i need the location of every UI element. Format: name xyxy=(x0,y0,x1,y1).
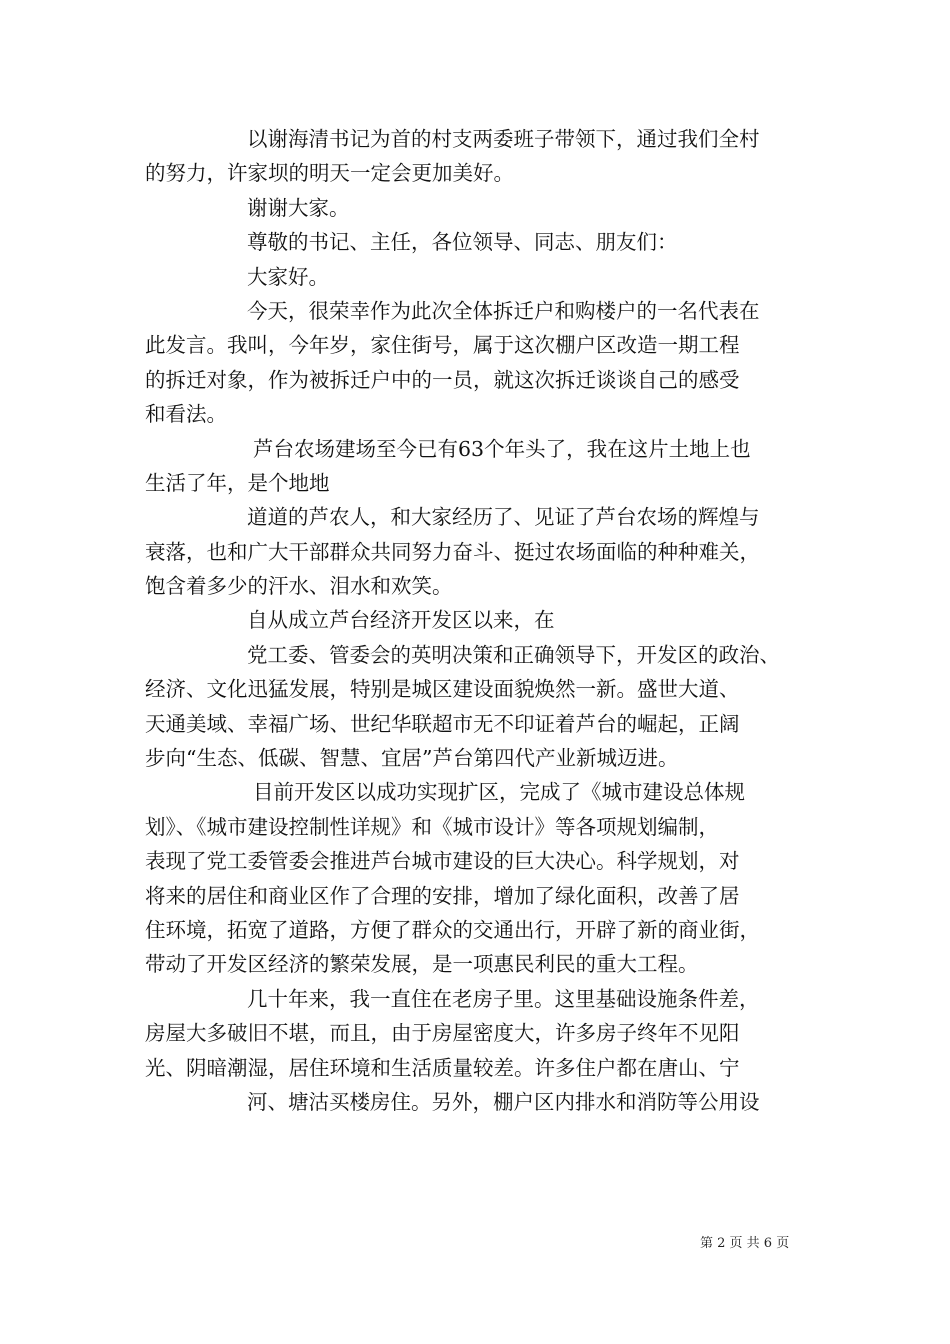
text-line: 房屋大多破旧不堪，而且，由于房屋密度大，许多房子终年不见阳 xyxy=(145,1021,740,1046)
text-line: 目前开发区以成功实现扩区，完成了《城市建设总体规 xyxy=(253,780,745,805)
text-line: 大家好。 xyxy=(247,264,329,289)
text-line: 自从成立芦台经济开发区以来，在 xyxy=(247,608,555,633)
text-line: 光、阴暗潮湿，居住环境和生活质量较差。许多住户都在唐山、宁 xyxy=(145,1055,740,1080)
text-line: 生活了年，是个地地 xyxy=(145,470,330,495)
text-line: 和看法。 xyxy=(145,402,227,427)
text-line: 道道的芦农人，和大家经历了、见证了芦台农场的辉煌与 xyxy=(247,505,760,530)
text-line: 衰落，也和广大干部群众共同努力奋斗、挺过农场面临的种种难关， xyxy=(145,539,760,564)
page-number-footer: 第 2 页 共 6 页 xyxy=(700,1236,790,1251)
text-line: 步向“生态、低碳、智慧、宜居”芦台第四代产业新城迈进。 xyxy=(145,746,679,771)
text-line: 芦台农场建场至今已有63个年头了，我在这片土地上也 xyxy=(253,436,751,461)
text-line: 饱含着多少的汗水、泪水和欢笑。 xyxy=(145,574,453,599)
text-line: 经济、文化迅猛发展，特别是城区建设面貌焕然一新。盛世大道、 xyxy=(145,677,740,702)
text-line: 谢谢大家。 xyxy=(247,195,350,220)
text-line: 的努力，许家坝的明天一定会更加美好。 xyxy=(145,161,514,186)
text-line: 带动了开发区经济的繁荣发展，是一项惠民利民的重大工程。 xyxy=(145,952,699,977)
text-line: 几十年来，我一直住在老房子里。这里基础设施条件差， xyxy=(247,986,760,1011)
text-line: 党工委、管委会的英明决策和正确领导下，开发区的政治、 xyxy=(247,642,780,667)
text-line: 以谢海清书记为首的村支两委班子带领下，通过我们全村 xyxy=(247,127,760,151)
text-line: 今天，很荣幸作为此次全体拆迁户和购楼户的一名代表在 xyxy=(247,298,760,323)
text-line: 的拆迁对象，作为被拆迁户中的一员，就这次拆迁谈谈自己的感受 xyxy=(145,367,740,392)
text-line: 河、塘沽买楼房住。另外，棚户区内排水和消防等公用设 xyxy=(247,1089,760,1114)
text-line: 天通美域、幸福广场、世纪华联超市无不印证着芦台的崛起，正阔 xyxy=(145,711,740,736)
text-line: 尊敬的书记、主任，各位领导、同志、朋友们： xyxy=(247,230,678,255)
text-line: 划》、《城市建设控制性详规》和《城市设计》等各项规划编制， xyxy=(145,814,719,839)
text-line: 将来的居住和商业区作了合理的安排，增加了绿化面积，改善了居 xyxy=(145,883,740,908)
text-line: 住环境，拓宽了道路，方便了群众的交通出行，开辟了新的商业街， xyxy=(145,917,760,942)
text-line: 此发言。我叫，今年岁，家住街号，属于这次棚户区改造一期工程 xyxy=(145,333,740,358)
text-line: 表现了党工委管委会推进芦台城市建设的巨大决心。科学规划，对 xyxy=(145,849,740,874)
document-body xyxy=(145,122,810,1119)
